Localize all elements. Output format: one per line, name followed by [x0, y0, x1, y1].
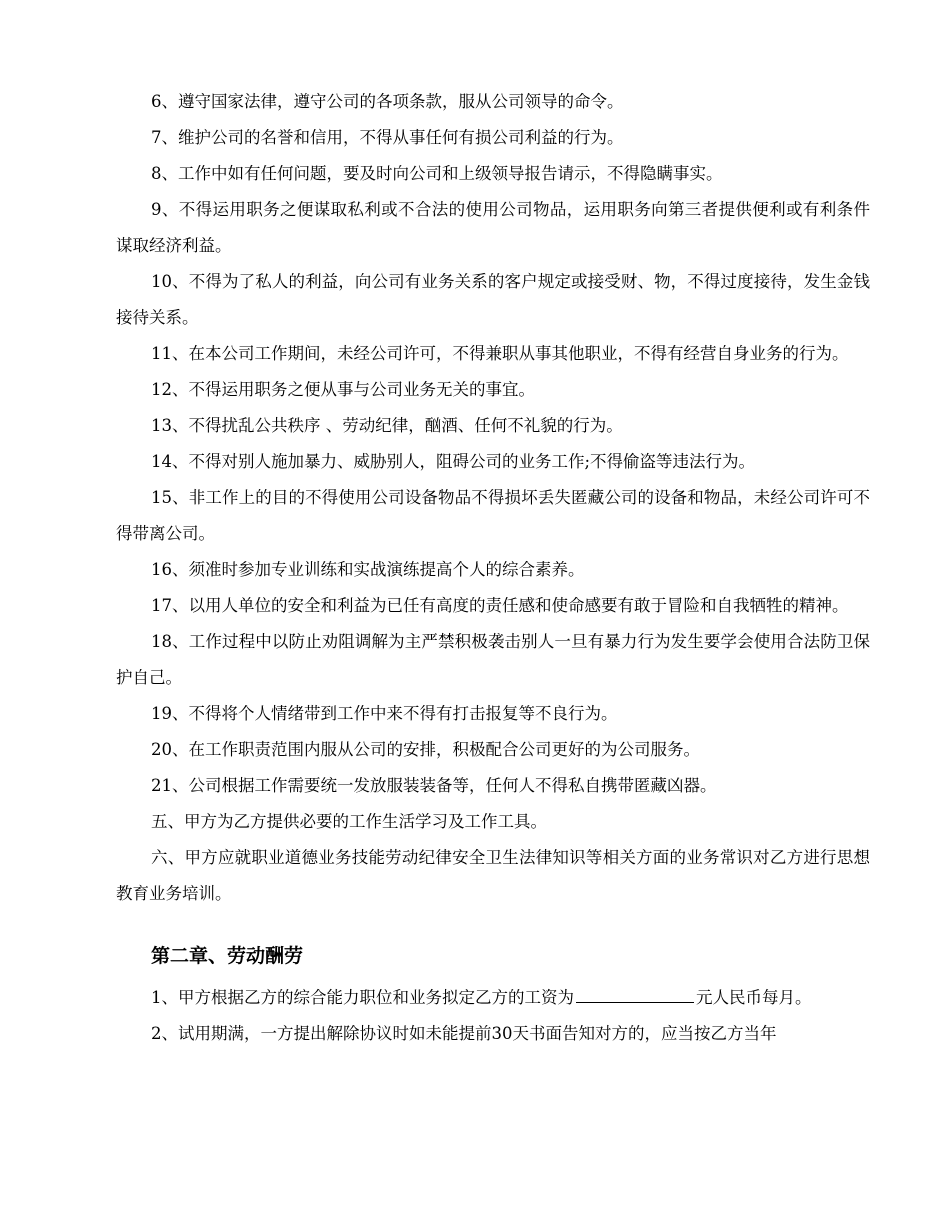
paragraph-21: 21、公司根据工作需要统一发放服装装备等，任何人不得私自携带匿藏凶器。 [151, 776, 717, 795]
paragraph-11: 11、在本公司工作期间，未经公司许可，不得兼职从事其他职业，不得有经营自身业务的行为。 [151, 344, 849, 363]
paragraph-16: 16、须准时参加专业训练和实战演练提高个人的综合素养。 [151, 560, 585, 579]
paragraph-19: 19、不得将个人情绪带到工作中来不得有打击报复等不良行为。 [151, 704, 618, 723]
paragraph-9: 9、不得运用职务之便谋取私利或不合法的使用公司物品，运用职务向第三者提供便利或有利条件谋取经济利益。 [116, 200, 870, 255]
section-rules [116, 84, 870, 912]
document-page [116, 84, 870, 1052]
item-1-prefix: 1、甲方根据乙方的综合能力职位和业务拟定乙方的工资为 [151, 988, 574, 1007]
salary-blank-field[interactable] [576, 984, 694, 1003]
compensation-item-1 [116, 980, 870, 1016]
compensation-item-2: 2、试用期满，一方提出解除协议时如未能提前30天书面告知对方的，应当按乙方当年 [151, 1024, 777, 1043]
paragraph-13: 13、不得扰乱公共秩序 、劳动纪律，酗酒、任何不礼貌的行为。 [151, 416, 623, 435]
item-1-suffix: 元人民币每月。 [696, 988, 812, 1007]
paragraph-6: 6、遵守国家法律，遵守公司的各项条款，服从公司领导的命令。 [151, 92, 624, 111]
paragraph-20: 20、在工作职责范围内服从公司的安排，积极配合公司更好的为公司服务。 [151, 740, 700, 759]
paragraph-17: 17、以用人单位的安全和利益为已任有高度的责任感和使命感要有敢于冒险和自我牺牲的精神。 [151, 596, 849, 615]
chapter-heading: 第二章、劳动酬劳 [151, 945, 304, 967]
paragraph-15: 15、非工作上的目的不得使用公司设备物品不得损坏丢失匿藏公司的设备和物品，未经公司许可不得带离公司。 [116, 488, 870, 543]
paragraph-14: 14、不得对别人施加暴力、威胁别人，阻碍公司的业务工作;不得偷盗等违法行为。 [151, 452, 756, 471]
paragraph-five: 五、甲方为乙方提供必要的工作生活学习及工作工具。 [151, 812, 547, 831]
paragraph-18: 18、工作过程中以防止劝阻调解为主严禁积极袭击别人一旦有暴力行为发生要学会使用合法防卫保护自己。 [116, 632, 870, 687]
section-compensation [116, 980, 870, 1052]
paragraph-12: 12、不得运用职务之便从事与公司业务无关的事宜。 [151, 380, 535, 399]
paragraph-10: 10、不得为了私人的利益，向公司有业务关系的客户规定或接受财、物，不得过度接待，发生金钱接待关系。 [116, 272, 870, 327]
paragraph-six: 六、甲方应就职业道德业务技能劳动纪律安全卫生法律知识等相关方面的业务常识对乙方进行思想教育业务培训。 [116, 848, 870, 903]
paragraph-8: 8、工作中如有任何问题，要及时向公司和上级领导报告请示，不得隐瞒事实。 [151, 164, 723, 183]
paragraph-7: 7、维护公司的名誉和信用，不得从事任何有损公司利益的行为。 [151, 128, 624, 147]
